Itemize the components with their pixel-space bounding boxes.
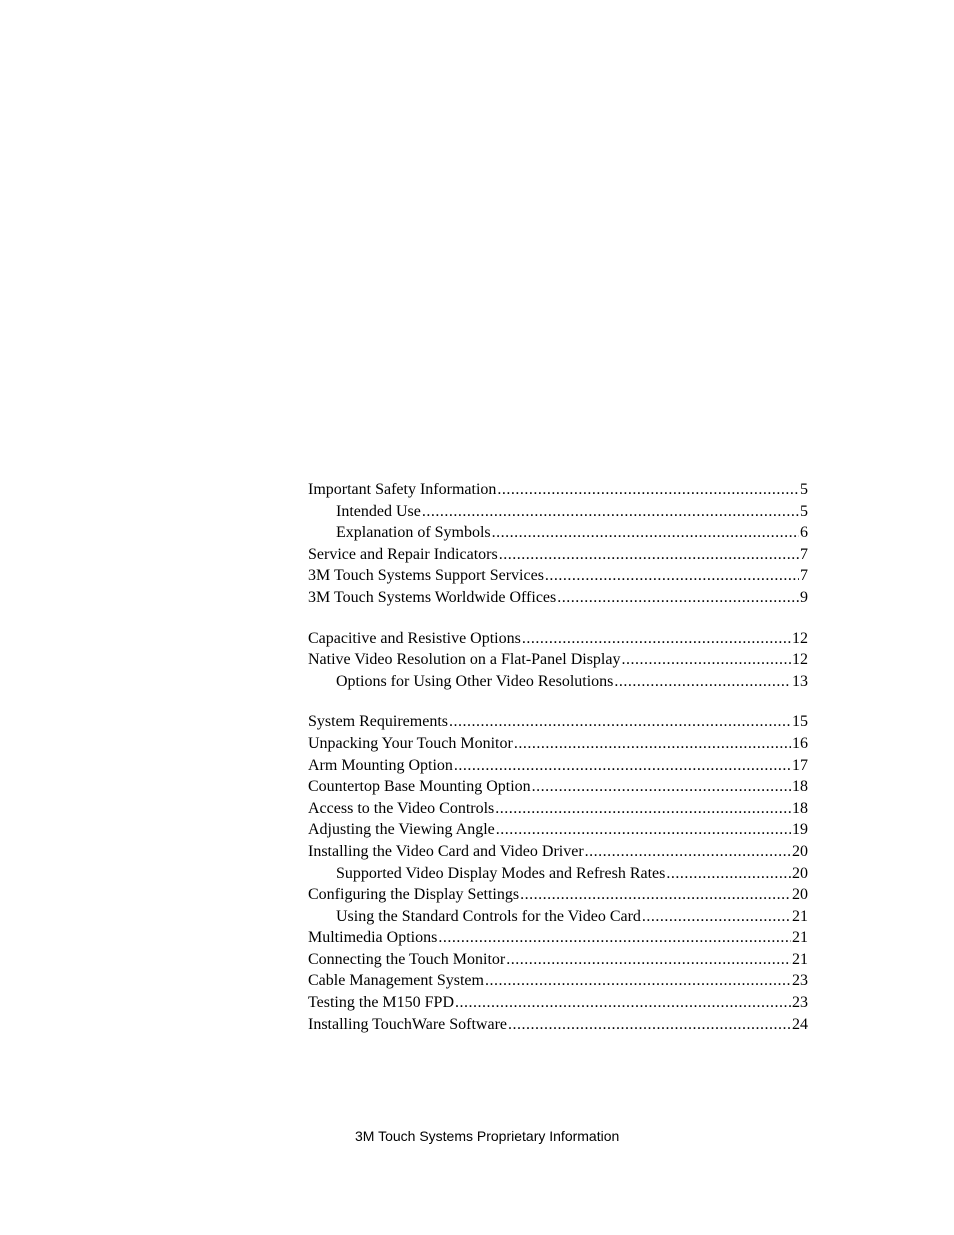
toc-dot-leader: [454, 755, 791, 777]
toc-subentry[interactable]: [308, 906, 808, 928]
toc-entry[interactable]: [308, 992, 808, 1014]
toc-entry[interactable]: [308, 587, 808, 609]
toc-dot-leader: [495, 798, 791, 820]
toc-entry-title: Countertop Base Mounting Option: [308, 778, 531, 796]
toc-subentry[interactable]: [308, 501, 808, 523]
toc-page-number: 18: [792, 799, 808, 817]
toc-dot-leader: [614, 671, 791, 693]
toc-subentry[interactable]: [308, 671, 808, 693]
toc-entry[interactable]: [308, 927, 808, 949]
toc-entry-title: Supported Video Display Modes and Refresh Rates: [336, 864, 666, 882]
toc-page-number: 9: [800, 588, 808, 606]
toc-dot-leader: [485, 970, 791, 992]
toc-entry-title: Adjusting the Viewing Angle: [308, 821, 495, 839]
toc-entry[interactable]: [308, 970, 808, 992]
toc-entry[interactable]: [308, 565, 808, 587]
toc-dot-leader: [522, 628, 791, 650]
toc-page-number: 12: [792, 651, 808, 669]
toc-page-number: 7: [800, 567, 808, 585]
toc-entry[interactable]: [308, 544, 808, 566]
toc-dot-leader: [449, 711, 791, 733]
toc-entry[interactable]: [308, 755, 808, 777]
toc-dot-leader: [642, 906, 791, 928]
toc-page-number: 21: [792, 907, 808, 925]
toc-dot-leader: [545, 565, 799, 587]
toc-page-number: 12: [792, 629, 808, 647]
toc-page-number: 5: [800, 502, 808, 520]
toc-page-number: 13: [792, 672, 808, 690]
toc-dot-leader: [520, 884, 791, 906]
toc-entry[interactable]: [308, 841, 808, 863]
toc-page-number: 20: [792, 886, 808, 904]
toc-dot-leader: [621, 649, 791, 671]
toc-page-number: 19: [792, 821, 808, 839]
toc-dot-leader: [532, 776, 791, 798]
toc-entry-title: Important Safety Information: [308, 481, 497, 498]
toc-entry-title: Explanation of Symbols: [336, 524, 491, 542]
toc-dot-leader: [497, 479, 799, 501]
toc-entry[interactable]: [308, 798, 808, 820]
toc-entry[interactable]: [308, 649, 808, 671]
toc-page-number: 20: [792, 842, 808, 860]
toc-page-number: 21: [792, 929, 808, 947]
toc-entry-title: Unpacking Your Touch Monitor: [308, 734, 513, 752]
toc-entry-title: Using the Standard Controls for the Video Card: [336, 907, 641, 925]
toc-dot-leader: [438, 927, 791, 949]
toc-entry[interactable]: [308, 776, 808, 798]
toc-page-number: 18: [792, 778, 808, 796]
toc-entry-title: System Requirements: [308, 713, 448, 731]
toc-entry[interactable]: [308, 949, 808, 971]
toc-entry-title: 3M Touch Systems Worldwide Offices: [308, 588, 557, 606]
table-of-contents: [308, 479, 808, 1035]
toc-dot-leader: [585, 841, 791, 863]
toc-entry-title: Native Video Resolution on a Flat-Panel Display: [308, 651, 621, 669]
toc-entry-title: Service and Repair Indicators: [308, 545, 498, 563]
toc-section: [308, 479, 808, 609]
toc-entry[interactable]: [308, 819, 808, 841]
toc-dot-leader: [496, 819, 791, 841]
toc-page-number: 6: [800, 524, 808, 542]
toc-entry[interactable]: [308, 479, 808, 501]
toc-entry[interactable]: [308, 711, 808, 733]
toc-dot-leader: [514, 733, 791, 755]
toc-entry-title: Access to the Video Controls: [308, 799, 495, 817]
toc-dot-leader: [499, 544, 799, 566]
toc-dot-leader: [506, 949, 791, 971]
toc-dot-leader: [557, 587, 799, 609]
toc-page-number: 16: [792, 734, 808, 752]
toc-dot-leader: [492, 522, 799, 544]
toc-entry[interactable]: [308, 628, 808, 650]
toc-entry-title: Configuring the Display Settings: [308, 886, 520, 904]
toc-page-number: 17: [792, 756, 808, 774]
toc-page-number: 24: [792, 1015, 808, 1033]
toc-entry-title: Options for Using Other Video Resolutions: [336, 672, 614, 690]
toc-page-number: 15: [792, 713, 808, 731]
toc-page-number: 21: [792, 950, 808, 968]
toc-section: [308, 711, 808, 1035]
toc-entry-title: Testing the M150 FPD: [308, 994, 454, 1012]
toc-page-number: 20: [792, 864, 808, 882]
toc-entry-title: Connecting the Touch Monitor: [308, 950, 506, 968]
toc-dot-leader: [455, 992, 791, 1014]
toc-dot-leader: [422, 501, 799, 523]
toc-dot-leader: [666, 863, 791, 885]
toc-section: [308, 628, 808, 693]
toc-entry-title: Multimedia Options: [308, 929, 438, 947]
toc-entry-title: Arm Mounting Option: [308, 756, 453, 774]
footer-proprietary-notice: 3M Touch Systems Proprietary Information: [355, 1128, 620, 1144]
toc-entry[interactable]: [308, 733, 808, 755]
toc-page-number: 5: [800, 481, 808, 498]
toc-entry-title: 3M Touch Systems Support Services: [308, 567, 544, 585]
toc-entry-title: Installing TouchWare Software: [308, 1015, 508, 1033]
toc-entry-title: Cable Management System: [308, 972, 484, 990]
toc-subentry[interactable]: [308, 522, 808, 544]
toc-subentry[interactable]: [308, 863, 808, 885]
toc-dot-leader: [508, 1014, 791, 1036]
toc-page-number: 7: [800, 545, 808, 563]
toc-entry[interactable]: [308, 884, 808, 906]
toc-page-number: 23: [792, 994, 808, 1012]
toc-page-number: 23: [792, 972, 808, 990]
toc-entry-title: Installing the Video Card and Video Driver: [308, 842, 584, 860]
toc-entry-title: Capacitive and Resistive Options: [308, 629, 521, 647]
toc-entry[interactable]: [308, 1014, 808, 1036]
toc-entry-title: Intended Use: [336, 502, 421, 520]
